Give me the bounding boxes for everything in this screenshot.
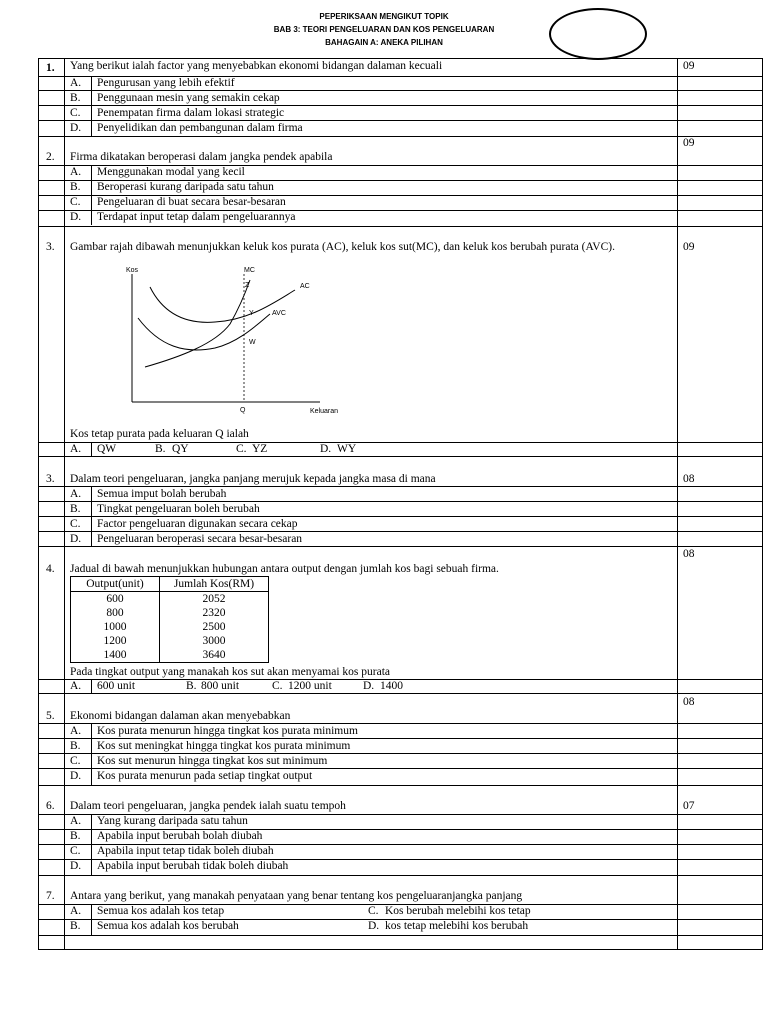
question-2-code: 09 — [683, 137, 695, 149]
q1-option-d[interactable]: Penyelidikan dan pembangunan dalam firma — [97, 122, 303, 134]
q1-option-c[interactable]: Penempatan firma dalam lokasi strategic — [97, 107, 285, 119]
table-row — [71, 620, 269, 634]
q8-option-a-letter: A. — [70, 905, 82, 917]
q3-option-c[interactable]: YZ — [252, 443, 268, 455]
q8-option-b-letter: B. — [70, 920, 81, 932]
q7-option-c-letter: C. — [70, 845, 81, 857]
kos-label: Kos — [126, 267, 139, 274]
q8-option-c-letter: C. — [368, 905, 379, 917]
question-5-code: 08 — [683, 548, 695, 560]
q3-option-a-letter: A. — [70, 443, 82, 455]
q3-option-d[interactable]: WY — [337, 443, 357, 455]
q1-option-a-letter: A. — [70, 77, 82, 89]
q2-option-c-letter: C. — [70, 196, 81, 208]
y-point-label: Y — [249, 310, 254, 317]
question-7-number: 6. — [46, 800, 55, 812]
output-cell: 600 — [71, 592, 160, 607]
hand-drawn-circle — [549, 8, 647, 60]
q6-option-c[interactable]: Kos sut menurun hingga tingkat kos sut minimum — [97, 755, 328, 767]
q7-option-b-letter: B. — [70, 830, 81, 842]
question-8-number: 7. — [46, 890, 55, 902]
question-5-number: 4. — [46, 563, 55, 575]
table-row — [71, 648, 269, 663]
q5-option-c[interactable]: 1200 unit — [288, 680, 332, 692]
w-label: W — [249, 339, 256, 346]
q6-option-d[interactable]: Kos purata menurun pada setiap tingkat output — [97, 770, 313, 782]
question-2-text: Firma dikatakan beroperasi dalam jangka pendek apabila — [70, 151, 333, 163]
header-title: PEPERIKSAAN MENGIKUT TOPIK — [319, 12, 449, 21]
question-6-code: 08 — [683, 696, 695, 708]
q8-option-a[interactable]: Semua kos adalah kos tetap — [97, 905, 225, 917]
cost-cell: 2500 — [160, 620, 269, 634]
question-1-text: Yang berikut ialah factor yang menyebabkan ekonomi bidangan dalaman kecuali — [70, 60, 443, 72]
q5-option-d-letter: D. — [363, 680, 375, 692]
question-6-text: Ekonomi bidangan dalaman akan menyebabkan — [70, 710, 291, 722]
q3-option-d-letter: D. — [320, 443, 332, 455]
ac-curve — [150, 287, 295, 322]
question-3-prompt: Kos tetap purata pada keluaran Q ialah — [70, 428, 249, 440]
output-cell: 1000 — [71, 620, 160, 634]
output-cost-table — [70, 576, 269, 663]
total-cost-header: Jumlah Kos(RM) — [160, 577, 269, 592]
question-1-code: 09 — [683, 60, 695, 72]
q4-option-d-letter: D. — [70, 533, 82, 545]
q2-option-a[interactable]: Menggunakan modal yang kecil — [97, 166, 245, 178]
q6-option-a[interactable]: Kos purata menurun hingga tingkat kos purata minimum — [97, 725, 358, 737]
q5-option-b-letter: B. — [186, 680, 197, 692]
question-7-text: Dalam teori pengeluaran, jangka pendek ialah suatu tempoh — [70, 800, 346, 812]
cost-cell: 2052 — [160, 592, 269, 607]
table-row — [71, 634, 269, 648]
q1-option-b-letter: B. — [70, 92, 81, 104]
q7-option-c[interactable]: Apabila input tetap tidak boleh diubah — [97, 845, 274, 857]
q2-option-b-letter: B. — [70, 181, 81, 193]
question-3-code: 09 — [683, 241, 695, 253]
q3-option-b-letter: B. — [155, 443, 166, 455]
z-label: Z — [245, 282, 250, 289]
q6-option-b-letter: B. — [70, 740, 81, 752]
q5-option-c-letter: C. — [272, 680, 283, 692]
q2-option-b[interactable]: Beroperasi kurang daripada satu tahun — [97, 181, 274, 193]
mc-curve — [145, 280, 250, 367]
question-4-code: 08 — [683, 473, 695, 485]
question-1-number: 1. — [46, 62, 55, 74]
q4-option-d[interactable]: Pengeluaran beroperasi secara besar-besaran — [97, 533, 303, 545]
q8-option-d-letter: D. — [368, 920, 380, 932]
q5-option-a[interactable]: 600 unit — [97, 680, 136, 692]
question-8-text: Antara yang berikut, yang manakah penyataan yang benar tentang kos pengeluaranjangka panjang — [70, 890, 523, 902]
mc-label: MC — [244, 267, 255, 274]
output-header: Output(unit) — [71, 577, 160, 592]
q8-option-c[interactable]: Kos berubah melebihi kos tetap — [385, 905, 531, 917]
q6-option-c-letter: C. — [70, 755, 81, 767]
q6-option-d-letter: D. — [70, 770, 82, 782]
q5-option-d[interactable]: 1400 — [380, 680, 403, 692]
q1-option-a[interactable]: Pengurusan yang lebih efektif — [97, 77, 235, 89]
header-section: BAHAGAIN A: ANEKA PILIHAN — [325, 38, 443, 47]
q5-option-a-letter: A. — [70, 680, 82, 692]
q4-option-b[interactable]: Tingkat pengeluaran boleh berubah — [97, 503, 260, 515]
q6-option-b[interactable]: Kos sut meningkat hingga tingkat kos purata minimum — [97, 740, 351, 752]
question-3-text: Gambar rajah dibawah menunjukkan keluk kos purata (AC), keluk kos sut(MC), dan keluk kos berubah purata (AVC). — [70, 241, 615, 253]
q7-option-b[interactable]: Apabila input berubah bolah diubah — [97, 830, 263, 842]
q3-option-b[interactable]: QY — [172, 443, 189, 455]
q2-option-c[interactable]: Pengeluaran di buat secara besar-besaran — [97, 196, 286, 208]
question-7-code: 07 — [683, 800, 695, 812]
output-cell: 1400 — [71, 648, 160, 663]
q3-option-c-letter: C. — [236, 443, 247, 455]
question-6-number: 5. — [46, 710, 55, 722]
q4-option-a[interactable]: Semua imput bolah berubah — [97, 488, 227, 500]
q3-option-a[interactable]: QW — [97, 443, 117, 455]
q7-option-d-letter: D. — [70, 860, 82, 872]
q2-option-d[interactable]: Terdapat input tetap dalam pengeluarannya — [97, 211, 296, 223]
q8-option-d[interactable]: kos tetap melebihi kos berubah — [385, 920, 529, 932]
header-chapter: BAB 3: TEORI PENGELUARAN DAN KOS PENGELUARAN — [273, 25, 495, 34]
q6-option-a-letter: A. — [70, 725, 82, 737]
question-4-number: 3. — [46, 473, 55, 485]
question-3-number: 3. — [46, 241, 55, 253]
question-4-text: Dalam teori pengeluaran, jangka panjang merujuk kepada jangka masa di mana — [70, 473, 436, 485]
table-header-row — [71, 577, 269, 592]
q-label: Q — [240, 407, 246, 414]
cost-cell: 3640 — [160, 648, 269, 663]
question-5-text: Jadual di bawah menunjukkan hubungan antara output dengan jumlah kos bagi sebuah firma. — [70, 563, 499, 575]
q1-option-d-letter: D. — [70, 122, 82, 134]
q4-option-c[interactable]: Factor pengeluaran digunakan secara cekap — [97, 518, 298, 530]
ac-label: AC — [300, 283, 310, 290]
question-5-prompt: Pada tingkat output yang manakah kos sut akan menyamai kos purata — [70, 666, 391, 678]
q1-option-b[interactable]: Penggunaan mesin yang semakin cekap — [97, 92, 280, 104]
q7-option-d[interactable]: Apabila input berubah tidak boleh diubah — [97, 860, 289, 872]
output-cell: 1200 — [71, 634, 160, 648]
q7-option-a-letter: A. — [70, 815, 82, 827]
cost-cell: 3000 — [160, 634, 269, 648]
keluaran-label: Keluaran — [310, 408, 339, 415]
table-row — [71, 606, 269, 620]
q2-option-d-letter: D. — [70, 211, 82, 223]
q4-option-b-letter: B. — [70, 503, 81, 515]
q8-option-b[interactable]: Semua kos adalah kos berubah — [97, 920, 239, 932]
output-cell: 800 — [71, 606, 160, 620]
question-2-number: 2. — [46, 151, 55, 163]
q5-option-b[interactable]: 800 unit — [201, 680, 240, 692]
q4-option-c-letter: C. — [70, 518, 81, 530]
cost-cell: 2320 — [160, 606, 269, 620]
table-row — [71, 592, 269, 607]
q2-option-a-letter: A. — [70, 166, 82, 178]
q7-option-a[interactable]: Yang kurang daripada satu tahun — [97, 815, 248, 827]
q4-option-a-letter: A. — [70, 488, 82, 500]
q1-option-c-letter: C. — [70, 107, 81, 119]
cost-curves-diagram — [120, 262, 360, 422]
avc-label: AVC — [272, 310, 286, 317]
